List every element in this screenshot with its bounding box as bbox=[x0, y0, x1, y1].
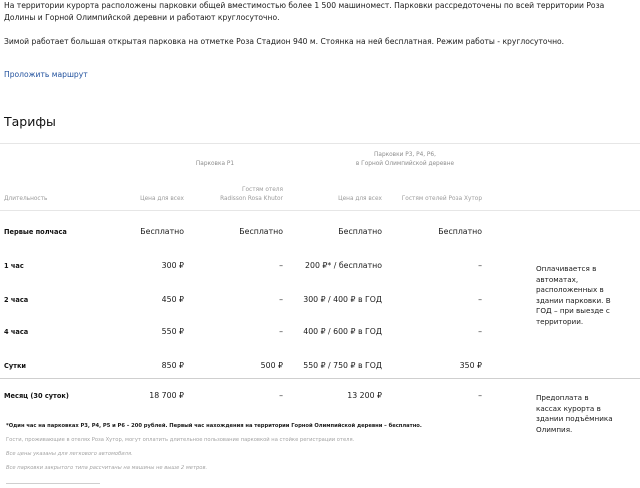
footer-divider bbox=[6, 483, 100, 484]
price-p1-all: 550 ₽ bbox=[161, 327, 184, 336]
intro-paragraph-2: Зимой работает большая открытая парковка на отметке Роза Стадион 940 м. Стоянка на ней бесплатная. Режим работы - круглосуточно. bbox=[4, 36, 565, 46]
price-p1-guests: 500 ₽ bbox=[260, 361, 283, 370]
price-p1-all: 18 700 ₽ bbox=[149, 391, 184, 400]
footnote-height-limit: Все парковки закрытого типа рассчитаны на машины не выше 2 метров. bbox=[6, 465, 208, 471]
price-p3-guests: – bbox=[478, 327, 482, 336]
price-p1-all: 450 ₽ bbox=[161, 295, 184, 304]
price-p1-all: Бесплатно bbox=[140, 227, 184, 236]
table-divider bbox=[0, 143, 640, 144]
col-header-duration: Длительность bbox=[4, 196, 48, 202]
col-header-hotel-guests-line2: Radisson Rosa Khutor bbox=[220, 196, 283, 202]
footnote-hotel-guests: Гости, проживающие в отелях Роза Хутор, могут оплатить длительное пользование парковкой на стойке регистрации отеля. bbox=[6, 437, 355, 443]
price-p1-all: 850 ₽ bbox=[161, 361, 184, 370]
col-header-hotel-guests-p3: Гостям отелей Роза Хутор bbox=[401, 196, 482, 202]
table-divider bbox=[0, 210, 640, 211]
table-divider bbox=[0, 378, 640, 379]
price-p1-guests: – bbox=[279, 261, 283, 270]
price-p3-all: 550 ₽ / 750 ₽ в ГОД bbox=[303, 361, 382, 370]
price-p1-guests: – bbox=[279, 295, 283, 304]
col-header-price-all-p1: Цена для всех bbox=[140, 196, 184, 202]
price-p3-all: 13 200 ₽ bbox=[347, 391, 382, 400]
price-p1-guests: – bbox=[279, 327, 283, 336]
footnote-prices: Все цены указаны для легкового автомобиля. bbox=[6, 451, 133, 457]
price-p3-guests: Бесплатно bbox=[438, 227, 482, 236]
intro-paragraph-1: На территории курорта расположены парковки общей вместимостью более 1 500 машиномест. Парковки рассредоточены по всей территории Роза Долины и Горной Олимпийской деревни и работают круглосуточно. bbox=[4, 1, 605, 23]
group-header-p3-line1: Парковки Р3, Р4, Р6, bbox=[374, 152, 436, 158]
row-label: Сутки bbox=[4, 362, 27, 370]
price-p3-guests: – bbox=[478, 295, 482, 304]
footnote-first-hour: *Один час на парковках Р3, Р4, Р5 и Р6 – 200 рублей. Первый час нахождения на территории Горной Олимпийской деревни – бесплатно. bbox=[6, 423, 422, 429]
price-p3-guests: – bbox=[478, 391, 482, 400]
col-header-price-all-p3: Цена для всех bbox=[338, 196, 382, 202]
row-label: Месяц (30 суток) bbox=[4, 392, 69, 400]
price-p3-all: 300 ₽ / 400 ₽ в ГОД bbox=[303, 295, 382, 304]
price-p3-guests: – bbox=[478, 261, 482, 270]
price-p1-guests: Бесплатно bbox=[239, 227, 283, 236]
row-label: Первые полчаса bbox=[4, 228, 67, 236]
price-p3-all: 400 ₽ / 600 ₽ в ГОД bbox=[303, 327, 382, 336]
row-label: 2 часа bbox=[4, 296, 29, 304]
group-header-p3-line2: в Горной Олимпийской деревне bbox=[355, 161, 455, 167]
price-p3-all: Бесплатно bbox=[338, 227, 382, 236]
group-header-p1: Парковка Р1 bbox=[195, 161, 235, 167]
price-p1-all: 300 ₽ bbox=[161, 261, 184, 270]
price-p3-all: 200 ₽* / бесплатно bbox=[305, 261, 382, 270]
hourly-payment-note: Оплачивается в автоматах, расположенных в здании парковки. В ГОД – при выезде с территории. bbox=[536, 264, 611, 326]
col-header-hotel-guests-line1: Гостям отеля bbox=[241, 187, 283, 193]
price-p1-guests: – bbox=[279, 391, 283, 400]
price-p3-guests: 350 ₽ bbox=[459, 361, 482, 370]
intro-text bbox=[4, 0, 636, 48]
month-payment-note: Предоплата в кассах курорта в здании подъёмника Олимпия. bbox=[536, 393, 613, 434]
tariffs-title: Тарифы bbox=[4, 114, 56, 129]
row-label: 4 часа bbox=[4, 328, 29, 336]
route-link[interactable]: Проложить маршрут bbox=[4, 70, 88, 79]
row-label: 1 час bbox=[4, 262, 24, 270]
